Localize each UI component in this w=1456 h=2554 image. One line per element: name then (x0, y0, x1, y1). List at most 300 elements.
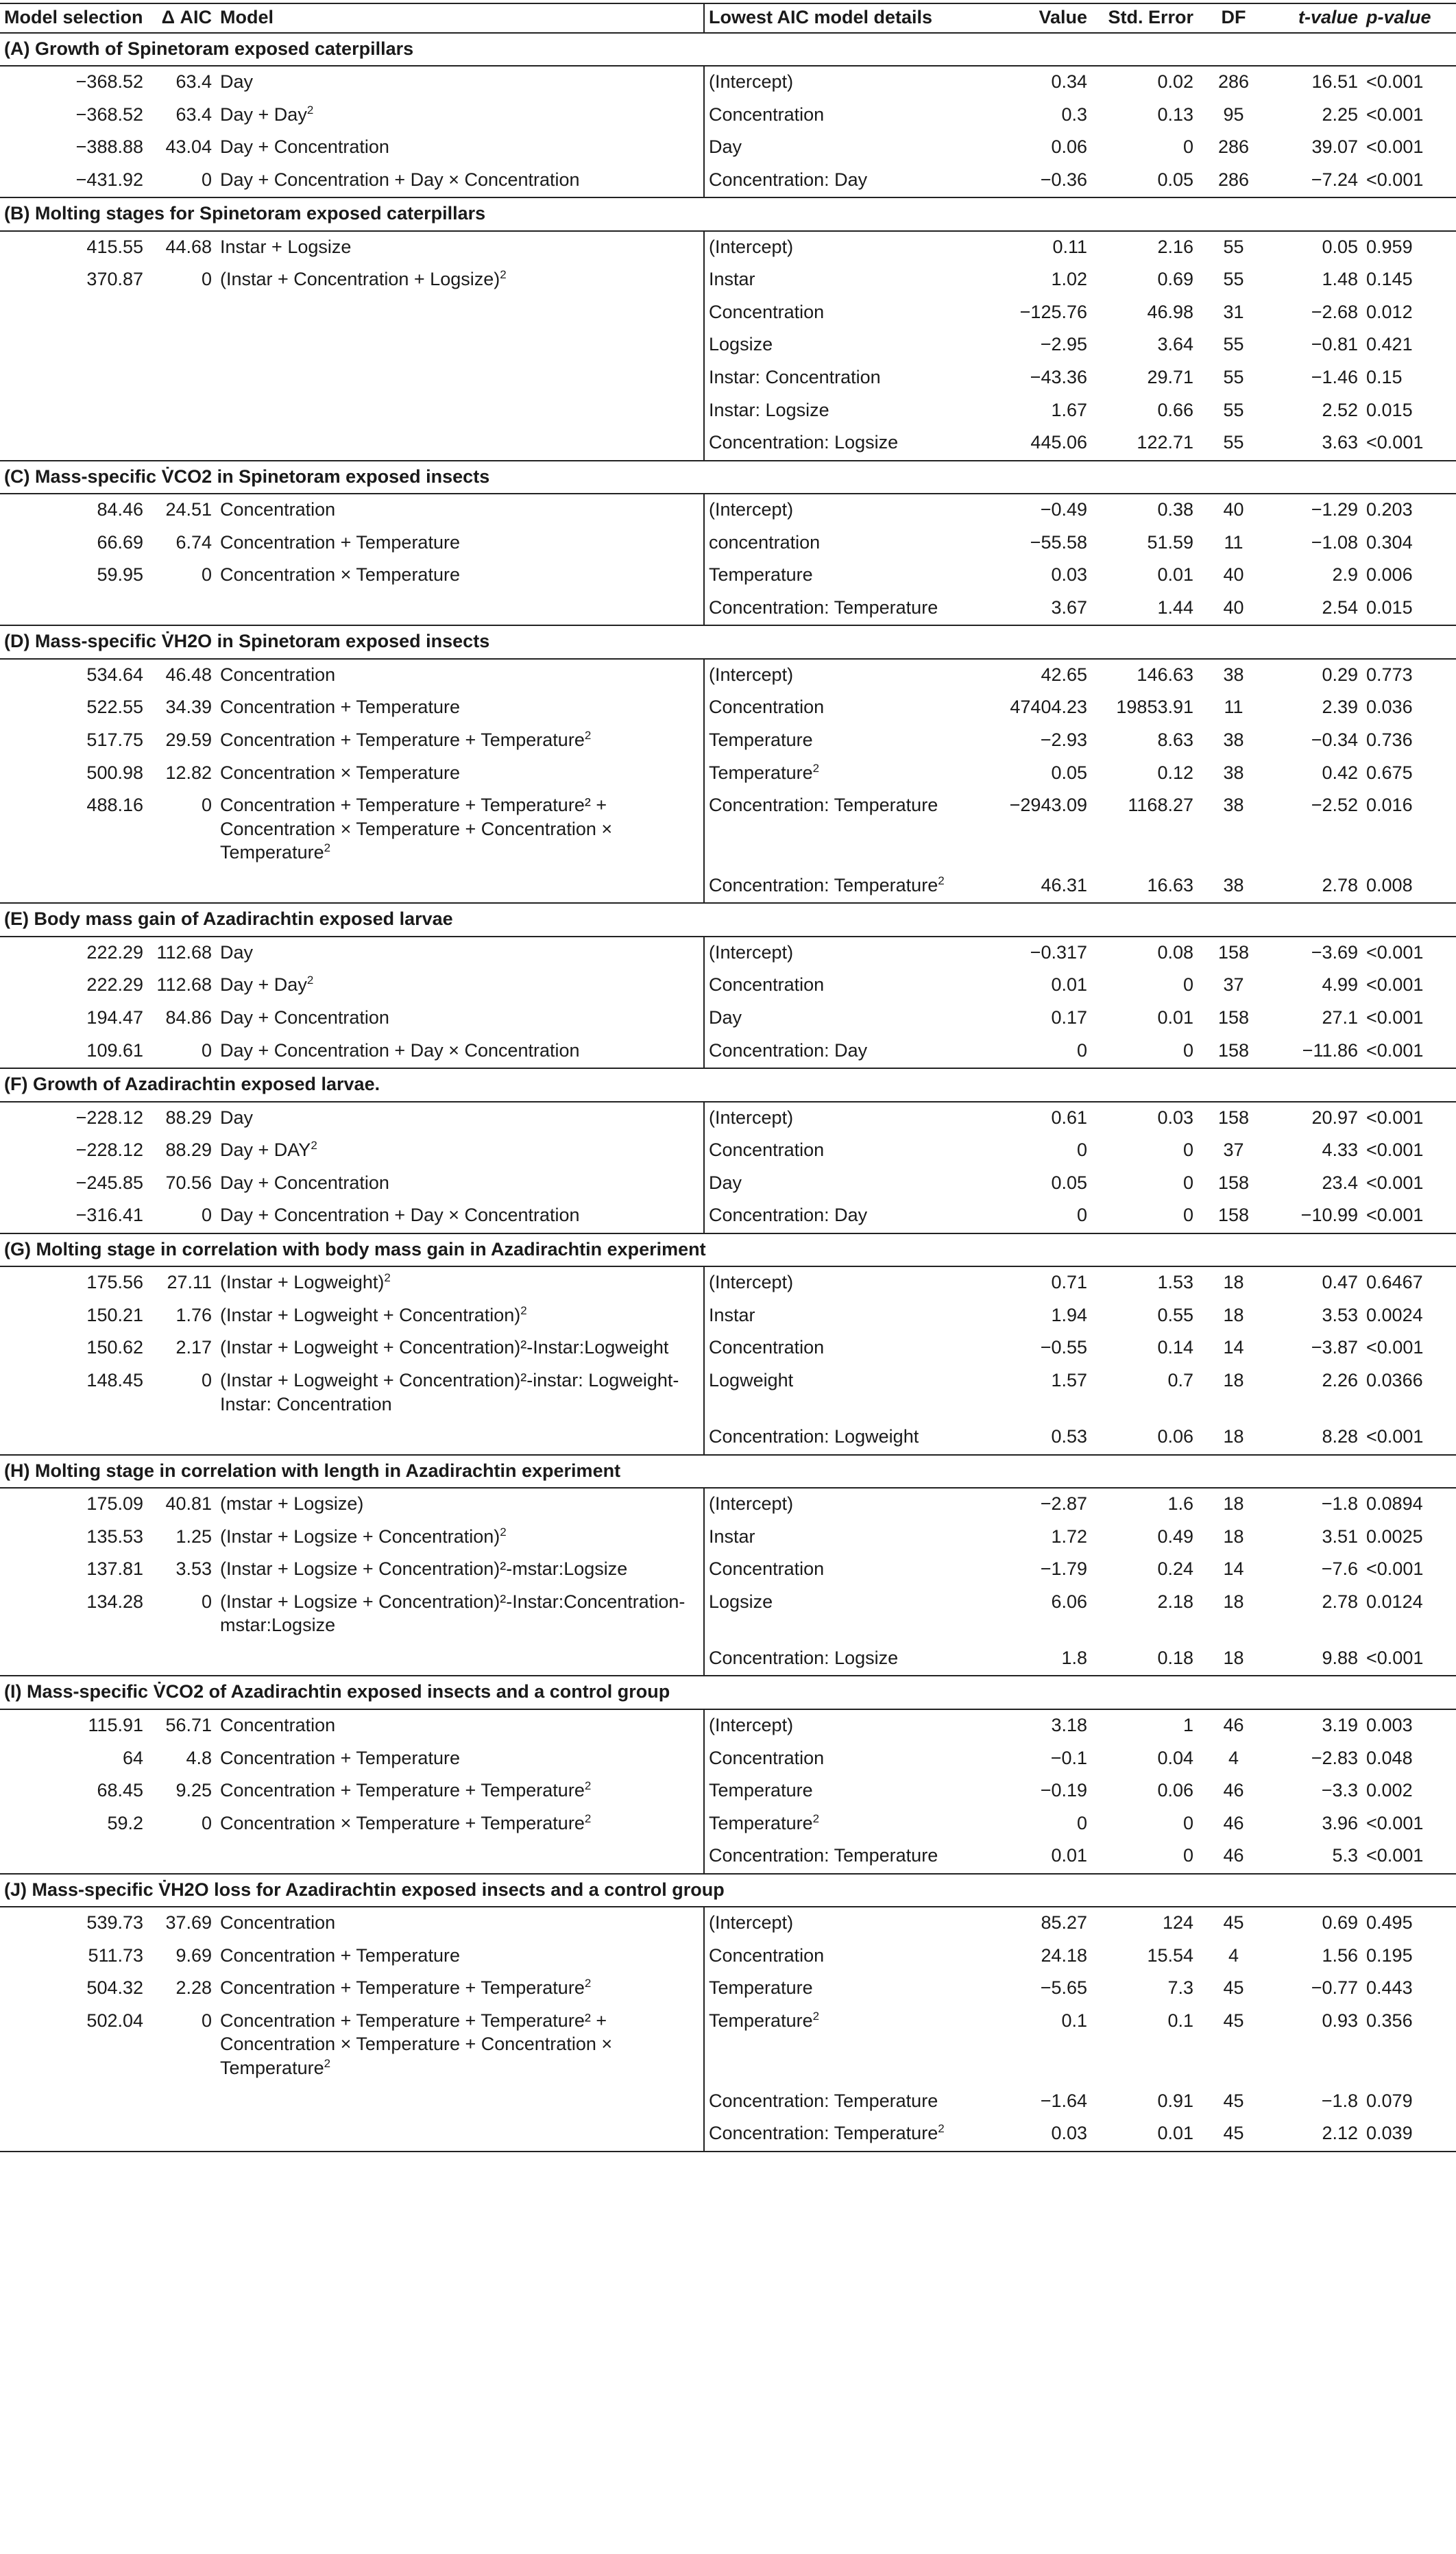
model-cell (216, 559, 704, 592)
t-value-cell: −3.87 (1311, 1337, 1359, 1358)
t-value-cell: −1.46 (1311, 367, 1359, 388)
model-formula: Concentration + Temperature + Temperature (220, 1780, 585, 1801)
term-label: Concentration: Temperature (709, 597, 938, 618)
t-value-cell: 2.25 (1322, 104, 1359, 125)
delta-aic-cell: 4.8 (186, 1747, 213, 1768)
spacer-cell (0, 692, 69, 725)
std-error-cell: 3.64 (1157, 334, 1194, 355)
std-error-cell: 0.49 (1157, 1526, 1194, 1547)
term-cell (704, 494, 975, 527)
term-label: (Intercept) (709, 1493, 794, 1515)
df-cell: 46 (1223, 1845, 1244, 1866)
p-value-cell: 0.0025 (1366, 1526, 1423, 1547)
p-value-cell: 0.0366 (1366, 1369, 1423, 1390)
model-cell (216, 494, 704, 527)
model-cell (216, 1521, 704, 1554)
df-cell: 55 (1223, 269, 1244, 290)
term-label: Temperature (709, 2010, 813, 2031)
delta-aic-cell: 88.29 (165, 1140, 213, 1161)
term-label: concentration (709, 531, 821, 553)
term-cell (704, 1332, 975, 1365)
spacer-cell (0, 870, 69, 904)
table-row (0, 1035, 1456, 1069)
model-formula: Concentration + Temperature + Temperature² + Concentration × Temperature + Concentration × Temperature (220, 2010, 613, 2078)
term-cell (704, 937, 975, 970)
p-value-cell: 0.15 (1366, 367, 1403, 388)
term-cell (704, 1521, 975, 1554)
spacer-cell (0, 329, 69, 362)
df-cell: 38 (1223, 730, 1244, 751)
aic-cell (69, 1643, 147, 1676)
df-cell: 38 (1223, 664, 1244, 685)
model-cell (216, 1907, 704, 1940)
std-error-cell: 0 (1182, 974, 1194, 996)
std-error-cell: 124 (1162, 1912, 1194, 1933)
term-label: Concentration: Logweight (709, 1426, 919, 1447)
table-row (0, 1643, 1456, 1676)
std-error-cell: 19853.91 (1116, 697, 1194, 718)
delta-aic-cell: 37.69 (165, 1912, 213, 1933)
spacer-cell (0, 1973, 69, 2005)
spacer-cell (0, 1775, 69, 1808)
model-formula: (Instar + Logweight + Concentration)²-Instar:Logweight (220, 1337, 669, 1358)
model-formula: Day + Concentration + Day × Concentration (220, 1039, 580, 1061)
df-cell: 286 (1217, 136, 1250, 158)
superscript: 2 (500, 268, 507, 282)
table-row (0, 1266, 1456, 1300)
term-label: Concentration (709, 301, 825, 322)
model-cell (216, 1300, 704, 1333)
spacer-cell (0, 2086, 69, 2119)
term-cell (704, 2086, 975, 2119)
superscript: 2 (500, 1525, 507, 1539)
p-value-cell: 0.008 (1366, 874, 1413, 895)
df-cell: 55 (1223, 399, 1244, 420)
df-cell: 18 (1223, 1272, 1244, 1293)
value-cell: 6.06 (1051, 1591, 1088, 1612)
model-formula: Day (220, 1107, 254, 1128)
p-value-cell: 0.195 (1366, 1944, 1413, 1966)
delta-aic-cell: 27.11 (167, 1272, 213, 1293)
p-value-cell: 0.773 (1366, 664, 1413, 685)
spacer-cell (0, 527, 69, 560)
term-cell (704, 1266, 975, 1300)
value-cell: −1.79 (1040, 1558, 1088, 1580)
term-cell (704, 1002, 975, 1035)
model-cell (216, 99, 704, 132)
p-value-cell: 0.048 (1366, 1747, 1413, 1768)
std-error-cell: 146.63 (1137, 664, 1194, 685)
p-value-cell: <0.001 (1366, 169, 1424, 190)
p-value-cell: 0.016 (1366, 795, 1413, 816)
t-value-cell: −0.81 (1311, 334, 1359, 355)
term-cell (704, 1488, 975, 1521)
df-cell: 37 (1223, 974, 1244, 996)
term-label: Instar (709, 269, 755, 290)
df-cell: 55 (1223, 334, 1244, 355)
model-cell (216, 1168, 704, 1201)
term-cell (704, 758, 975, 791)
p-value-cell: 0.015 (1366, 399, 1413, 420)
value-cell: 0.05 (1051, 1172, 1088, 1193)
p-value-cell: <0.001 (1366, 941, 1424, 963)
aic-cell (69, 297, 147, 330)
table-row (0, 1709, 1456, 1743)
p-value-cell: <0.001 (1366, 1337, 1424, 1358)
value-cell: −2943.09 (1009, 795, 1088, 816)
value-cell: 85.27 (1041, 1912, 1088, 1933)
value-cell: 445.06 (1030, 432, 1088, 453)
section-title: (B) Molting stages for Spinetoram exposed caterpillars (0, 197, 1456, 231)
spacer-cell (0, 1300, 69, 1333)
aic-cell (69, 2086, 147, 2119)
value-cell: 24.18 (1041, 1944, 1088, 1966)
model-formula: Day + Concentration (220, 1172, 389, 1193)
model-formula: Concentration + Temperature (220, 531, 460, 553)
t-value-cell: 3.96 (1322, 1812, 1359, 1833)
delta-aic-cell: 40.81 (165, 1493, 213, 1515)
table-row (0, 725, 1456, 758)
aic-cell (69, 870, 147, 904)
df-cell: 95 (1223, 104, 1244, 125)
df-cell: 18 (1223, 1647, 1244, 1668)
term-cell (704, 559, 975, 592)
term-cell (704, 1643, 975, 1676)
df-cell: 37 (1223, 1140, 1244, 1161)
t-value-cell: −1.29 (1311, 499, 1359, 520)
term-label: Concentration: Day (709, 169, 868, 190)
header-std-error: Std. Error (1091, 3, 1198, 33)
table-row (0, 692, 1456, 725)
t-value-cell: −10.99 (1300, 1205, 1359, 1226)
term-cell (704, 165, 975, 198)
t-value-cell: −2.52 (1311, 795, 1359, 816)
section-header (0, 1874, 1456, 1907)
delta-aic-cell: 84.86 (165, 1007, 213, 1028)
spacer-cell (0, 395, 69, 428)
term-cell (704, 1168, 975, 1201)
delta-aic-cell: 46.48 (165, 664, 213, 685)
term-label: (Intercept) (709, 1272, 794, 1293)
model-cell (216, 362, 704, 395)
spacer-cell (0, 559, 69, 592)
p-value-cell: <0.001 (1366, 136, 1424, 158)
delta-aic-cell: 12.82 (165, 762, 213, 783)
p-value-cell: 0.203 (1366, 499, 1413, 520)
t-value-cell: 4.99 (1322, 974, 1359, 996)
model-formula: Day + Day (220, 974, 307, 996)
table-row (0, 264, 1456, 297)
aic-cell: 175.09 (86, 1493, 144, 1515)
model-formula: Concentration + Temperature + Temperature (220, 1977, 585, 1999)
model-formula: Day (220, 941, 254, 963)
value-cell: −0.19 (1040, 1780, 1088, 1801)
table-row (0, 1332, 1456, 1365)
aic-cell: 150.62 (86, 1337, 144, 1358)
spacer-cell (0, 66, 69, 99)
delta-aic-cell: 0 (201, 1039, 213, 1061)
delta-aic-cell: 0 (201, 2010, 213, 2031)
term-label: Concentration: Temperature (709, 795, 938, 816)
model-formula: Concentration (220, 499, 336, 520)
df-cell: 38 (1223, 762, 1244, 783)
table-row (0, 231, 1456, 265)
delta-aic-cell: 0 (201, 1591, 213, 1612)
model-cell (216, 1587, 704, 1643)
df-cell: 14 (1223, 1558, 1244, 1580)
term-label: Day (709, 1172, 742, 1193)
term-label: (Intercept) (709, 664, 794, 685)
delta-aic-cell: 9.25 (175, 1780, 213, 1801)
model-cell (216, 1775, 704, 1808)
model-cell (216, 395, 704, 428)
t-value-cell: −7.6 (1321, 1558, 1359, 1580)
delta-aic-cell: 29.59 (165, 730, 213, 751)
std-error-cell: 0.1 (1167, 2010, 1194, 2031)
delta-aic-cell: 112.68 (156, 974, 213, 996)
table-row (0, 559, 1456, 592)
value-cell: −1.64 (1040, 2090, 1088, 2111)
header-t-value (1270, 3, 1362, 33)
delta-aic-cell: 44.68 (165, 236, 213, 257)
t-value-cell: −3.3 (1321, 1780, 1359, 1801)
superscript: 2 (520, 1303, 527, 1317)
table-row (0, 66, 1456, 99)
aic-cell: −431.92 (75, 169, 144, 190)
std-error-cell: 0.24 (1157, 1558, 1194, 1580)
table-row (0, 132, 1456, 165)
std-error-cell: 0.02 (1157, 71, 1194, 93)
delta-aic-cell: 0 (201, 269, 213, 290)
delta-aic-cell: 63.4 (175, 71, 213, 93)
p-value-cell: 0.036 (1366, 697, 1413, 718)
t-value-cell: 2.39 (1322, 697, 1359, 718)
p-value-cell: <0.001 (1366, 1140, 1424, 1161)
header-value: Value (975, 3, 1091, 33)
model-formula: Day + Concentration (220, 136, 389, 158)
std-error-cell: 122.71 (1137, 432, 1194, 453)
df-cell: 46 (1223, 1780, 1244, 1801)
value-cell: 0.17 (1051, 1007, 1088, 1028)
spacer-cell (0, 1587, 69, 1643)
std-error-cell: 1.6 (1167, 1493, 1194, 1515)
std-error-cell: 0 (1182, 1039, 1194, 1061)
model-cell (216, 692, 704, 725)
table-row (0, 1200, 1456, 1233)
model-cell (216, 592, 704, 626)
model-formula: Concentration (220, 1912, 336, 1933)
aic-cell: 64 (122, 1747, 144, 1768)
model-cell (216, 1940, 704, 1973)
spacer-cell (0, 1808, 69, 1841)
t-value-cell: 0.42 (1322, 762, 1359, 783)
t-value-cell: −0.77 (1311, 1977, 1359, 1999)
term-label: Concentration (709, 1337, 825, 1358)
delta-aic-cell: 0 (201, 564, 213, 586)
model-cell (216, 1973, 704, 2005)
term-label: Instar: Concentration (709, 367, 881, 388)
table-row (0, 494, 1456, 527)
model-cell (216, 297, 704, 330)
aic-cell: 222.29 (86, 941, 144, 963)
std-error-cell: 0.66 (1157, 399, 1194, 420)
term-label: Concentration (709, 1140, 825, 1161)
t-value-cell: 2.78 (1322, 874, 1359, 895)
aic-cell (69, 427, 147, 461)
std-error-cell: 0.06 (1157, 1780, 1194, 1801)
term-cell (704, 870, 975, 904)
model-cell (216, 1266, 704, 1300)
section-title: (E) Body mass gain of Azadirachtin exposed larvae (0, 903, 1456, 937)
std-error-cell: 0.12 (1157, 762, 1194, 783)
aic-cell: 488.16 (86, 795, 144, 816)
p-value-cell: 0.006 (1366, 564, 1413, 586)
aic-cell (69, 1840, 147, 1874)
term-label: Concentration: Temperature (709, 2090, 938, 2111)
value-cell: 0.06 (1051, 136, 1088, 158)
value-cell: 0 (1076, 1812, 1088, 1833)
model-formula: Concentration (220, 1714, 336, 1735)
superscript: 2 (938, 874, 945, 887)
delta-aic-cell: 2.28 (175, 1977, 213, 1999)
term-cell (704, 1973, 975, 2005)
spacer-cell (0, 132, 69, 165)
term-label: Concentration (709, 1944, 825, 1966)
superscript: 2 (306, 974, 314, 987)
model-cell (216, 264, 704, 297)
delta-aic-cell: 1.25 (175, 1526, 213, 1547)
term-cell (704, 427, 975, 461)
p-value-cell: <0.001 (1366, 1039, 1424, 1061)
aic-cell: 135.53 (86, 1526, 144, 1547)
p-value-cell: 0.6467 (1366, 1272, 1423, 1293)
superscript: 2 (938, 2122, 945, 2136)
delta-aic-cell (147, 427, 216, 461)
section-title: (H) Molting stage in correlation with length in Azadirachtin experiment (0, 1455, 1456, 1489)
t-value-label: t-value (1298, 7, 1359, 27)
value-cell: 1.02 (1051, 269, 1088, 290)
aic-cell: 502.04 (86, 2010, 144, 2031)
t-value-cell: 9.88 (1322, 1647, 1359, 1668)
table-row (0, 99, 1456, 132)
aic-cell: 137.81 (86, 1558, 144, 1580)
term-label: Instar (709, 1304, 755, 1325)
term-cell (704, 725, 975, 758)
term-label: Concentration (709, 697, 825, 718)
t-value-cell: 0.69 (1322, 1912, 1359, 1933)
delta-aic-cell: 0 (201, 1369, 213, 1390)
term-cell (704, 969, 975, 1002)
t-value-cell: 27.1 (1322, 1007, 1359, 1028)
table-row (0, 1940, 1456, 1973)
model-cell (216, 1840, 704, 1874)
section-title: (A) Growth of Spinetoram exposed caterpillars (0, 33, 1456, 67)
term-label: Concentration: Day (709, 1039, 868, 1061)
superscript: 2 (812, 761, 820, 775)
table-row (0, 1840, 1456, 1874)
std-error-cell: 0.55 (1157, 1304, 1194, 1325)
value-cell: 0 (1076, 1140, 1088, 1161)
std-error-cell: 0 (1182, 1812, 1194, 1833)
spacer-cell (0, 1102, 69, 1135)
term-label: Day (709, 136, 742, 158)
t-value-cell: 0.93 (1322, 2010, 1359, 2031)
aic-cell (69, 329, 147, 362)
t-value-cell: 1.48 (1322, 269, 1359, 290)
std-error-cell: 1.44 (1157, 597, 1194, 618)
value-cell: 47404.23 (1010, 697, 1088, 718)
aic-cell (69, 2118, 147, 2152)
table-row (0, 2118, 1456, 2152)
table-row (0, 527, 1456, 560)
aic-cell: 150.21 (86, 1304, 144, 1325)
term-cell (704, 1035, 975, 1069)
value-cell: 0.05 (1051, 762, 1088, 783)
model-cell (216, 1808, 704, 1841)
header-model: Model (216, 3, 704, 33)
p-value-label: p-value (1366, 7, 1431, 27)
delta-aic-cell (147, 329, 216, 362)
aic-cell: 517.75 (86, 730, 144, 751)
t-value-cell: 20.97 (1311, 1107, 1359, 1128)
term-cell (704, 527, 975, 560)
model-formula: (Instar + Logsize + Concentration) (220, 1526, 500, 1547)
term-label: Concentration: Temperature (709, 1845, 938, 1866)
term-cell (704, 790, 975, 870)
model-formula: Concentration × Temperature (220, 564, 460, 586)
model-formula: (Instar + Logweight + Concentration)²-instar: Logweight-Instar: Concentration (220, 1369, 679, 1414)
df-cell: 14 (1223, 1337, 1244, 1358)
df-cell: 158 (1217, 941, 1250, 963)
std-error-cell: 1 (1182, 1714, 1194, 1735)
term-label: (Intercept) (709, 1714, 794, 1735)
table-row (0, 1102, 1456, 1135)
spacer-cell (0, 1521, 69, 1554)
t-value-cell: −2.83 (1311, 1747, 1359, 1768)
df-cell: 18 (1223, 1369, 1244, 1390)
table-row (0, 1973, 1456, 2005)
term-label: Concentration: Day (709, 1205, 868, 1226)
table-row (0, 1587, 1456, 1643)
spacer-cell (0, 725, 69, 758)
aic-cell: −245.85 (75, 1172, 144, 1193)
p-value-cell: <0.001 (1366, 1426, 1424, 1447)
std-error-cell: 0.38 (1157, 499, 1194, 520)
std-error-cell: 51.59 (1147, 531, 1194, 553)
model-cell (216, 870, 704, 904)
aic-cell: −316.41 (75, 1205, 144, 1226)
term-label: Temperature (709, 1977, 813, 1999)
model-formula: Instar + Logsize (220, 236, 352, 257)
term-cell (704, 231, 975, 265)
model-formula: Concentration (220, 664, 336, 685)
std-error-cell: 1.53 (1157, 1272, 1194, 1293)
model-cell (216, 1365, 704, 1421)
section-header (0, 1676, 1456, 1709)
p-value-cell: 0.675 (1366, 762, 1413, 783)
t-value-cell: −2.68 (1311, 301, 1359, 322)
p-value-cell: <0.001 (1366, 1007, 1424, 1028)
spacer-cell (0, 1266, 69, 1300)
value-cell: −2.93 (1040, 730, 1088, 751)
spacer-cell (0, 1709, 69, 1743)
delta-aic-cell (147, 297, 216, 330)
std-error-cell: 0.01 (1157, 1007, 1194, 1028)
p-value-cell: 0.145 (1366, 269, 1413, 290)
value-cell: −5.65 (1040, 1977, 1088, 1999)
value-cell: −0.55 (1040, 1337, 1088, 1358)
std-error-cell: 1168.27 (1128, 795, 1194, 816)
